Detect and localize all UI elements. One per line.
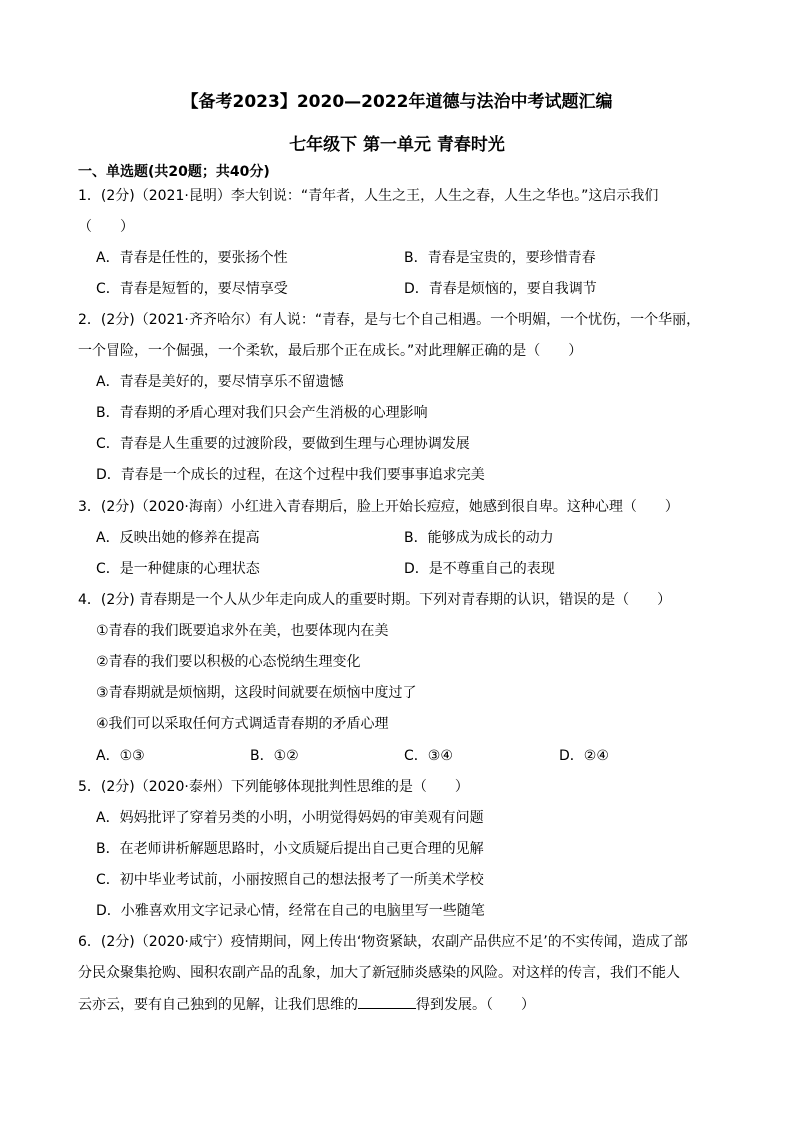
option-c: C．是一种健康的心理状态 bbox=[96, 561, 260, 577]
fill-in-blank bbox=[358, 994, 416, 1009]
answer-bracket: （ ） bbox=[78, 219, 134, 235]
option-b: B．青春期的矛盾心理对我们只会产生消极的心理影响 bbox=[96, 405, 428, 421]
option-d: D．小雅喜欢用文字记录心情，经常在自己的电脑里写一些随笔 bbox=[96, 903, 485, 919]
option-b: B．能够成为成长的动力 bbox=[404, 530, 554, 546]
question-text: 6．(2分)（2020·咸宁）疫情期间，网上传出‘物资紧缺，农副产品供应不足’的不实传闻，造成了部 bbox=[78, 934, 688, 950]
option-d: D．青春是一个成长的过程，在这个过程中我们要事事追求完美 bbox=[96, 467, 485, 483]
question-text: 1．(2分)（2021·昆明）李大钊说：“青年者，人生之王，人生之春，人生之华也。”这启示我们 bbox=[78, 188, 659, 204]
statement-3: ③青春期就是烦恼期，这段时间就要在烦恼中度过了 bbox=[96, 685, 417, 701]
option-d: D．是不尊重自己的表现 bbox=[404, 561, 555, 577]
option-c: C．③④ bbox=[404, 748, 453, 764]
option-d: D．青春是烦恼的，要自我调节 bbox=[404, 281, 597, 297]
option-c: C．青春是短暂的，要尽情享受 bbox=[96, 281, 288, 297]
option-a: A．反映出她的修养在提高 bbox=[96, 530, 260, 546]
question-text: 3．(2分)（2020·海南）小红进入青春期后，脸上开始长痘痘，她感到很自卑。这种心理（ ） bbox=[78, 499, 679, 515]
statement-2: ②青春的我们要以积极的心态悦纳生理变化 bbox=[96, 654, 361, 670]
option-a: A．青春是任性的，要张扬个性 bbox=[96, 250, 288, 266]
question-text: 5．(2分)（2020·泰州）下列能够体现批判性思维的是（ ） bbox=[78, 779, 469, 795]
statement-4: ④我们可以采取任何方式调适青春期的矛盾心理 bbox=[96, 716, 389, 732]
text-after-blank: 得到发展。（ ） bbox=[416, 997, 535, 1013]
option-b: B．在老师讲析解题思路时，小文质疑后提出自己更合理的见解 bbox=[96, 841, 484, 857]
option-b: B．①② bbox=[250, 748, 299, 764]
option-a: A．妈妈批评了穿着另类的小明，小明觉得妈妈的审美观有问题 bbox=[96, 810, 484, 826]
text-before-blank: 云亦云，要有自己独到的见解，让我们思维的 bbox=[78, 997, 358, 1013]
question-text: 2．(2分)（2021·齐齐哈尔）有人说：“青春，是与七个自己相遇。一个明媚，一个忧伤，一个华丽， bbox=[78, 312, 701, 328]
question-text: 4．(2分) 青春期是一个人从少年走向成人的重要时期。下列对青春期的认识，错误的是（ ） bbox=[78, 592, 672, 608]
option-c: C．青春是人生重要的过渡阶段，要做到生理与心理协调发展 bbox=[96, 436, 470, 452]
option-a: A．青春是美好的，要尽情享乐不留遗憾 bbox=[96, 374, 344, 390]
statement-1: ①青春的我们既要追求外在美，也要体现内在美 bbox=[96, 623, 389, 639]
option-d: D．②④ bbox=[559, 748, 609, 764]
question-text-cont: 分民众聚集抢购、囤积农副产品的乱象，加大了新冠肺炎感染的风险。对这样的传言，我们不能人 bbox=[78, 965, 680, 981]
option-b: B．青春是宝贵的，要珍惜青春 bbox=[404, 250, 596, 266]
section-heading: 一、单选题(共20题；共40分) bbox=[78, 164, 270, 180]
question-text-cont: 一个冒险，一个倔强，一个柔软，最后那个正在成长。”对此理解正确的是（ ） bbox=[78, 343, 583, 359]
option-a: A．①③ bbox=[96, 748, 145, 764]
question-text-cont-2 bbox=[78, 994, 535, 1015]
option-c: C．初中毕业考试前，小丽按照自己的想法报考了一所美术学校 bbox=[96, 872, 484, 888]
document-subtitle: 七年级下 第一单元 青春时光 bbox=[289, 135, 505, 155]
document-title: 【备考2023】2020—2022年道德与法治中考试题汇编 bbox=[181, 92, 613, 112]
